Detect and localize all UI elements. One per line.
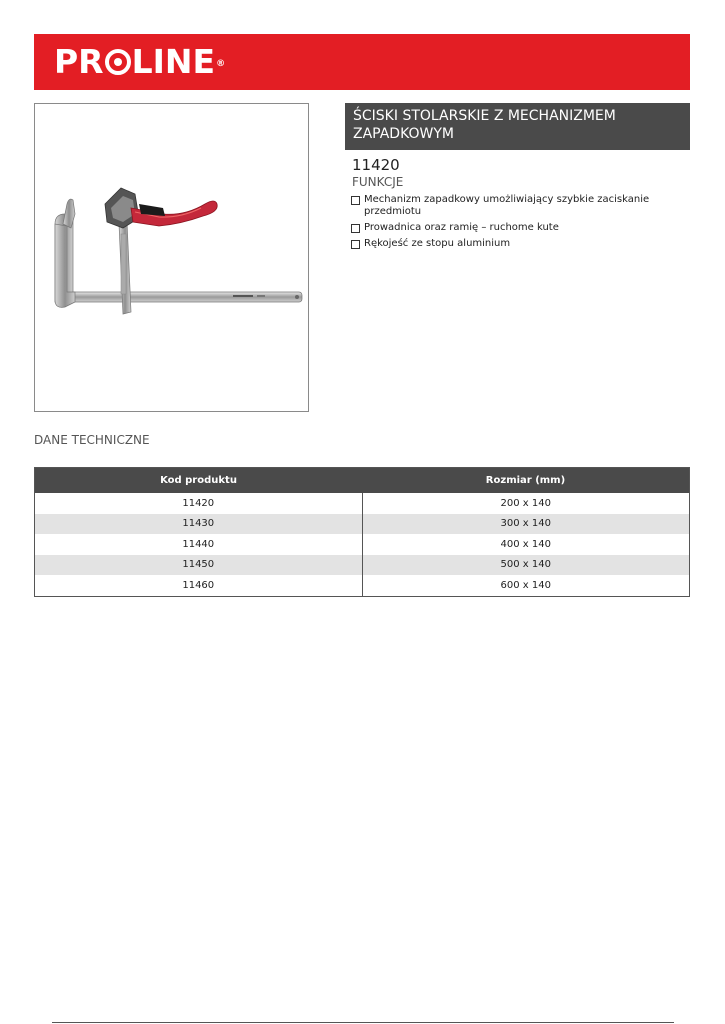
registered-mark: ® (216, 59, 226, 69)
cell-code: 11460 (35, 575, 363, 596)
product-photo (34, 103, 309, 412)
feature-text: Prowadnica oraz ramię – ruchome kute (364, 222, 559, 233)
feature-text: Rękojeść ze stopu aluminium (364, 238, 511, 249)
col-size: Rozmiar (mm) (362, 468, 690, 494)
table-row (35, 534, 690, 555)
tech-data-heading: DANE TECHNICZNE (34, 433, 150, 447)
logo-text-left: PR (54, 42, 104, 81)
features-heading: FUNKCJE (352, 175, 404, 189)
cell-size: 200 x 140 (500, 497, 551, 509)
cell-size: 600 x 140 (500, 579, 551, 591)
footer-divider (52, 1022, 674, 1023)
cell-code: 11420 (35, 493, 363, 514)
feature-item (351, 238, 681, 250)
table-header-row (35, 468, 690, 494)
cell-size: 500 x 140 (362, 555, 690, 576)
feature-item (351, 222, 681, 234)
proline-logo (54, 44, 225, 80)
product-code: 11420 (352, 156, 400, 174)
logo-text-right: LINE (131, 42, 216, 81)
col-product-code: Kod produktu (35, 468, 363, 494)
checkbox-square-icon (351, 196, 360, 205)
cell-size: 400 x 140 (500, 538, 551, 550)
checkbox-square-icon (351, 240, 360, 249)
product-title: ŚCISKI STOLARSKIE Z MECHANIZMEM ZAPADKOWYM (345, 103, 690, 150)
cell-code: 11440 (35, 534, 363, 555)
feature-text: Mechanizm zapadkowy umożliwiający szybkie zaciskanie przedmiotu (364, 194, 650, 217)
cell-code: 11430 (35, 514, 363, 535)
checkbox-square-icon (351, 224, 360, 233)
table-row (35, 493, 690, 514)
table-row (35, 575, 690, 596)
table-row (35, 555, 690, 576)
spec-table (34, 467, 690, 597)
feature-item (351, 194, 681, 218)
logo-o-ring-icon (105, 49, 131, 75)
cell-code: 11450 (35, 555, 363, 576)
table-row (35, 514, 690, 535)
features-list (351, 194, 681, 254)
clamp-illustration (35, 104, 310, 413)
brand-banner (34, 34, 690, 90)
cell-size: 300 x 140 (362, 514, 690, 535)
